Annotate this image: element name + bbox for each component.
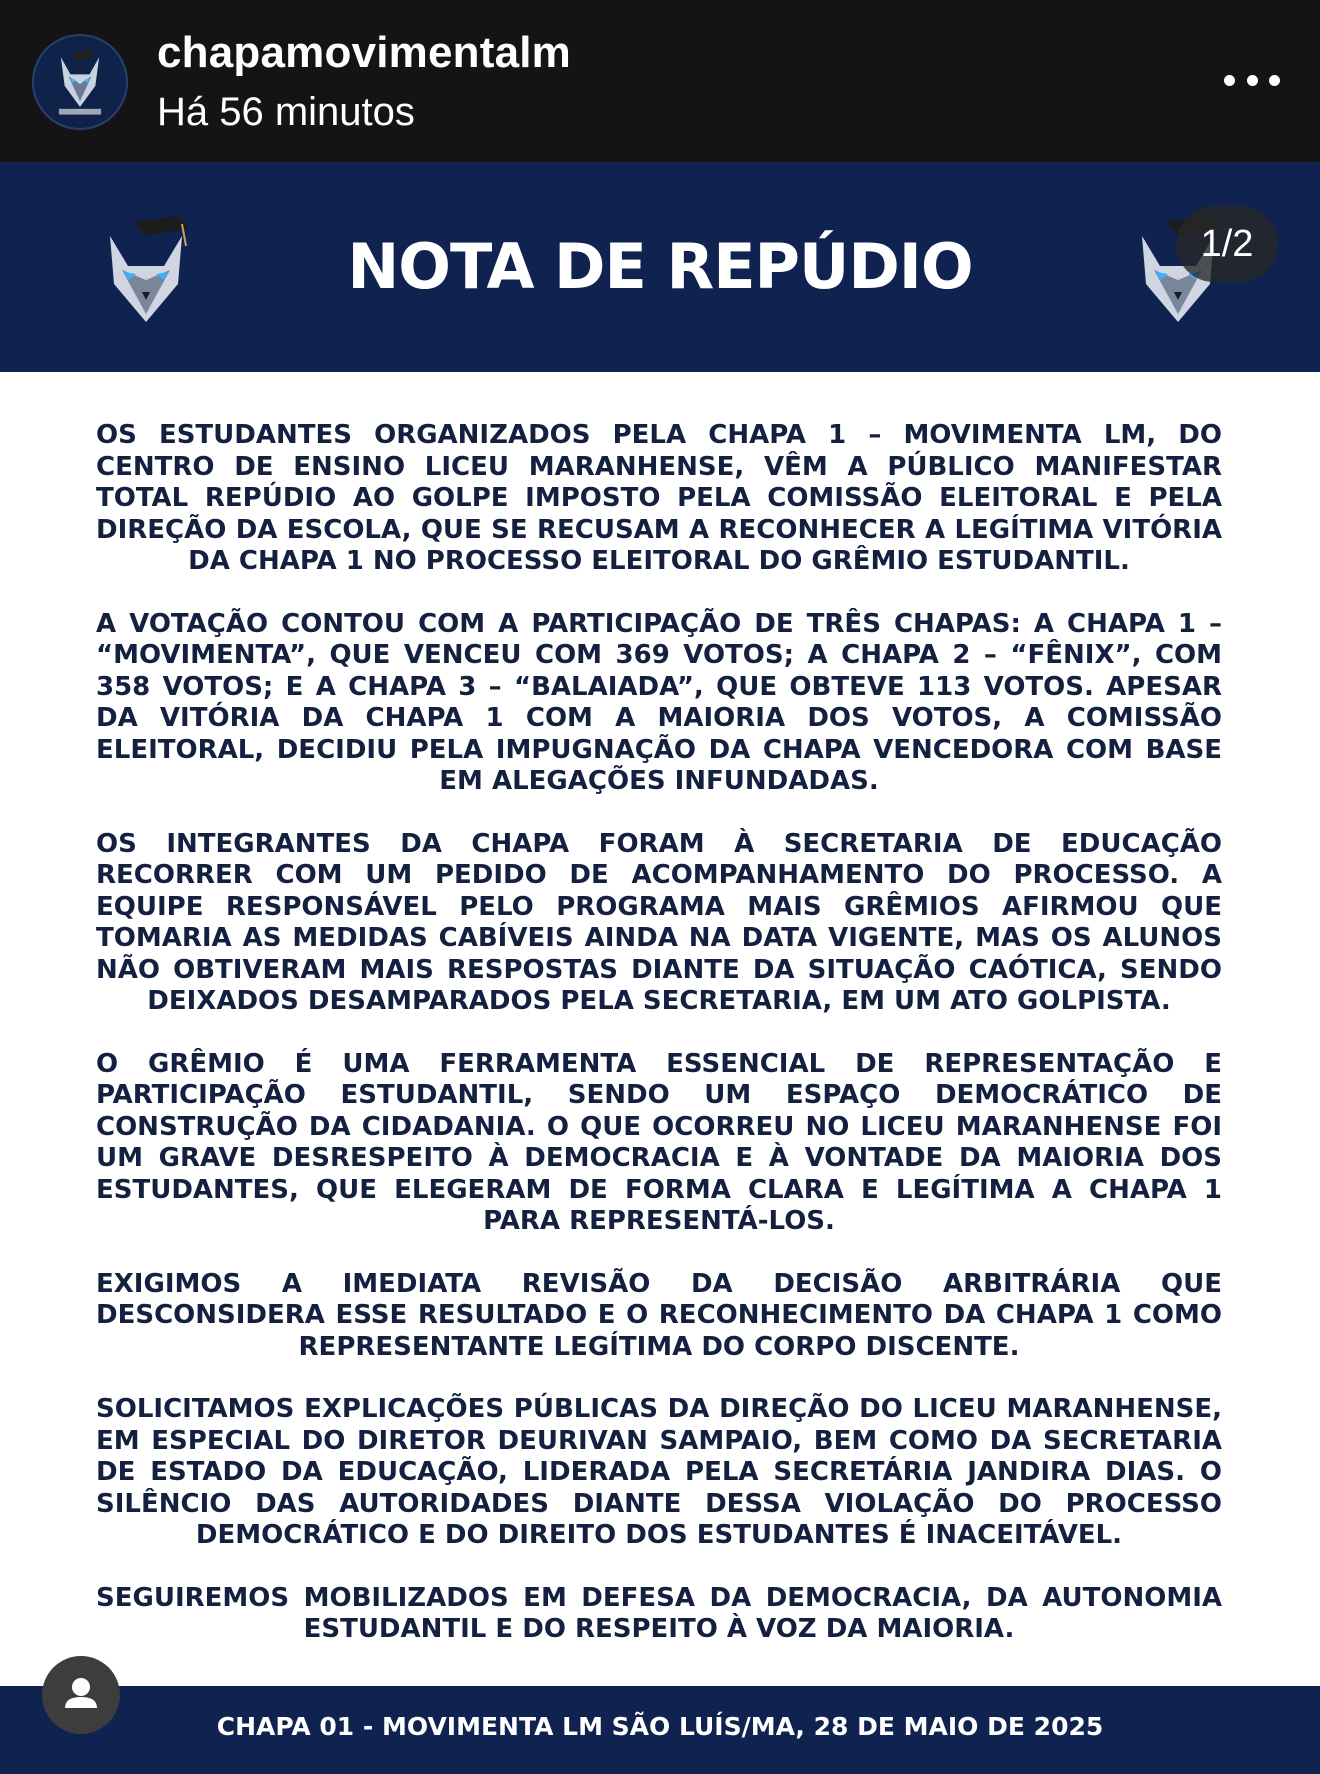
note-body <box>96 420 1222 1677</box>
avatar[interactable] <box>32 34 128 130</box>
dot <box>1224 75 1235 86</box>
story-header <box>0 0 1320 162</box>
dot <box>1269 75 1280 86</box>
username[interactable]: chapamovimentalm <box>157 28 572 77</box>
person-icon <box>42 1656 120 1734</box>
profile-button[interactable] <box>42 1656 120 1734</box>
dot <box>1247 75 1258 86</box>
more-options-icon[interactable] <box>1224 64 1280 96</box>
paragraph: A VOTAÇÃO CONTOU COM A PARTICIPAÇÃO DE TRÊS CHAPAS: A CHAPA 1 – “MOVIMENTA”, QUE VENCEU COM 369 VOTOS; A CHAPA 2 – “FÊNIX”, COM 358 VOTOS; E A CHAPA 3 – “BALAIADA”, QUE OBTEVE 113 VOTOS. APESAR DA VITÓRIA DA CHAPA 1 COM A MAIORIA DOS VOTOS, A COMISSÃO ELEITORAL, DECIDIU PELA IMPUGNAÇÃO DA CHAPA VENCEDORA COM BASE EM ALEGAÇÕES INFUNDADAS. <box>96 608 1222 796</box>
paragraph: SOLICITAMOS EXPLICAÇÕES PÚBLICAS DA DIREÇÃO DO LICEU MARANHENSE, EM ESPECIAL DO DIRETOR DEURIVAN SAMPAIO, BEM COMO DA SECRETARIA DE ESTADO DA EDUCAÇÃO, LIDERADA PELA SECRETÁRIA JANDIRA DIAS. O SILÊNCIO DAS AUTORIDADES DIANTE DESSA VIOLAÇÃO DO PROCESSO DEMOCRÁTICO E DO DIREITO DOS ESTUDANTES É INACEITÁVEL. <box>96 1394 1222 1550</box>
paragraph: EXIGIMOS A IMEDIATA REVISÃO DA DECISÃO ARBITRÁRIA QUE DESCONSIDERA ESSE RESULTADO E O RECONHECIMENTO DA CHAPA 1 COMO REPRESENTANTE LEGÍTIMA DO CORPO DISCENTE. <box>96 1268 1222 1362</box>
paragraph: OS ESTUDANTES ORGANIZADOS PELA CHAPA 1 – MOVIMENTA LM, DO CENTRO DE ENSINO LICEU MARANHENSE, VÊM A PÚBLICO MANIFESTAR TOTAL REPÚDIO AO GOLPE IMPOSTO PELA COMISSÃO ELEITORAL E PELA DIREÇÃO DA ESCOLA, QUE SE RECUSAM A RECONHECER A LEGÍTIMA VITÓRIA DA CHAPA 1 NO PROCESSO ELEITORAL DO GRÊMIO ESTUDANTIL. <box>96 420 1222 576</box>
post-timestamp: Há 56 minutos <box>157 90 415 134</box>
wolf-logo-icon <box>34 36 126 128</box>
footer-signature: CHAPA 01 - MOVIMENTA LM SÃO LUÍS/MA, 28 DE MAIO DE 2025 <box>216 1712 1104 1741</box>
paragraph: SEGUIREMOS MOBILIZADOS EM DEFESA DA DEMOCRACIA, DA AUTONOMIA ESTUDANTIL E DO RESPEITO À VOZ DA MAIORIA. <box>96 1582 1222 1644</box>
paragraph: OS INTEGRANTES DA CHAPA FORAM À SECRETARIA DE EDUCAÇÃO RECORRER COM UM PEDIDO DE ACOMPANHAMENTO DO PROCESSO. A EQUIPE RESPONSÁVEL PELO PROGRAMA MAIS GRÊMIOS AFIRMOU QUE TOMARIA AS MEDIDAS CABÍVEIS AINDA NA DATA VIGENTE, MAS OS ALUNOS NÃO OBTIVERAM MAIS RESPOSTAS DIANTE DA SITUAÇÃO CAÓTICA, SENDO DEIXADOS DESAMPARADOS PELA SECRETARIA, EM UM ATO GOLPISTA. <box>96 828 1222 1016</box>
paragraph: O GRÊMIO É UMA FERRAMENTA ESSENCIAL DE REPRESENTAÇÃO E PARTICIPAÇÃO ESTUDANTIL, SENDO UM ESPAÇO DEMOCRÁTICO DE CONSTRUÇÃO DA CIDADANIA. O QUE OCORREU NO LICEU MARANHENSE FOI UM GRAVE DESRESPEITO À DEMOCRACIA E À VONTADE DA MAIORIA DOS ESTUDANTES, QUE ELEGERAM DE FORMA CLARA E LEGÍTIMA A CHAPA 1 PARA REPRESENTÁ-LOS. <box>96 1048 1222 1236</box>
page-counter: 1/2 <box>1176 206 1278 282</box>
note-title: NOTA DE REPÚDIO <box>347 230 973 303</box>
note-footer <box>0 1686 1320 1774</box>
note-banner <box>0 162 1320 372</box>
